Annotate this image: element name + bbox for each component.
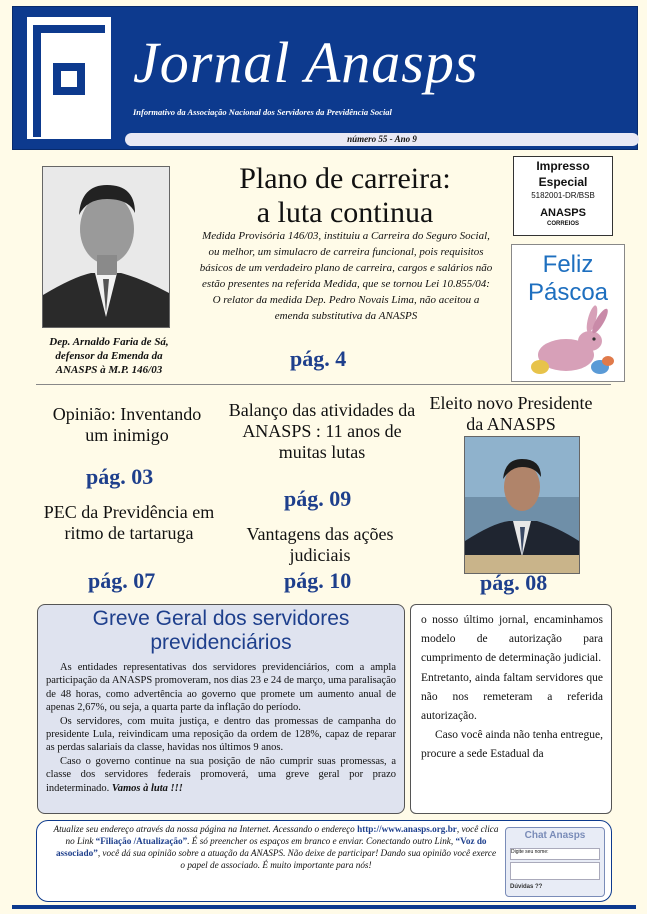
easter-line-1: Feliz — [542, 251, 594, 278]
greve-paragraph-1: As entidades representativas dos servidores previdenciários, com a ampla participação da ANASPS promoveram, nos dias 23 e 24 de março, uma paralisação de 48 horas, como advertência ao governo que promete um aumento anual de apenas 2,67%, ou seja, a quarta parte da inflação do período. — [46, 662, 396, 714]
greve-paragraph-2: Os servidores, com muita justiça, e dentro das promessas de campanha do presidente Lula, reivindicam uma reposição da ordem de 128%, capaz de reparar as perdas salariais da classe, havidas nos últimos 9 anos. — [46, 715, 396, 754]
page-ref-09[interactable]: pág. 09 — [284, 486, 352, 511]
postage-stamp — [513, 156, 613, 236]
divider — [36, 384, 611, 385]
chat-name-field[interactable] — [510, 848, 600, 860]
masthead — [12, 6, 638, 150]
footer-text-3: . É só preencher os espaços em branco e enviar. Conectando outro Link, — [187, 836, 454, 846]
footer-text-2: , você clica no Link — [65, 824, 499, 846]
main-headline — [190, 162, 500, 230]
headline-line-2: a luta continua — [256, 196, 434, 229]
page-ref-08[interactable]: pág. 08 — [480, 570, 548, 595]
chat-widget[interactable] — [505, 827, 605, 897]
greve-title: Greve Geral dos servidores previdenciários — [92, 607, 350, 654]
deputy-photo — [42, 166, 170, 328]
right-column-box — [410, 604, 612, 814]
greve-paragraph-3-text: Caso o governo continue na sua posição de não cumprir suas promessas, a classe dos servidores federais promoverá, uma greve geral por prazo indeterminado. — [46, 755, 396, 794]
stamp-line-2: Especial — [538, 175, 588, 189]
logo-square — [53, 63, 85, 95]
headline-line-1: Plano de carreira: — [239, 162, 451, 195]
issue-bar — [125, 133, 639, 146]
chat-field-label: Digite seu nome: — [511, 849, 549, 855]
chat-doubts[interactable]: Dúvidas ?? — [510, 884, 543, 890]
voz-do-associado-link[interactable]: “Voz do associado” — [55, 836, 487, 858]
journal-subtitle: Informativo da Associação Nacional dos Servidores da Previdência Social — [133, 107, 392, 117]
issue-number: número 55 - Ano 9 — [347, 134, 417, 144]
stamp-line-1: Impresso — [536, 159, 590, 173]
footer-box — [36, 820, 612, 902]
greve-body — [46, 661, 396, 795]
chat-title: Chat Anasps — [524, 830, 586, 841]
greve-box — [37, 604, 405, 814]
right-paragraph-3: Caso você ainda não tenha entregue, procure a sede Estadual da — [421, 729, 603, 761]
footer-text-4: , você dá sua opinião sobre a atuação da ANASPS. Não deixe de participar! Dando sua opinião você exerce o papel de associado. É muito importante para nós! — [97, 848, 497, 870]
page-ref-4[interactable]: pág. 4 — [290, 346, 347, 371]
filiacao-link[interactable]: “Filiação /Atualização” — [95, 836, 188, 846]
logo-square-inner — [61, 71, 77, 87]
stamp-line-4: ANASPS — [540, 207, 586, 219]
easter-greeting — [512, 251, 624, 307]
right-paragraph-2: Entretanto, ainda faltam servidores que não nos remeteram a referida autorização. — [421, 671, 603, 723]
stamp-line-5: CORREIOS — [546, 221, 579, 227]
page-ref-03[interactable]: pág. 03 — [86, 464, 154, 489]
section-vantagens: Vantagens das ações judiciais — [246, 524, 394, 565]
footer-text-1: Atualize seu endereço através da nossa página na Internet. Acessando o endereço — [53, 824, 355, 834]
photo-caption: Dep. Arnaldo Faria de Sá, defensor da Emenda da ANASPS à M.P. 146/03 — [49, 336, 169, 376]
page-ref-07[interactable]: pág. 07 — [88, 568, 156, 593]
chat-input[interactable] — [510, 862, 600, 880]
section-pec: PEC da Previdência em ritmo de tartaruga — [43, 502, 215, 543]
bottom-stripe — [12, 905, 636, 909]
page-ref-10[interactable]: pág. 10 — [284, 568, 352, 593]
easter-bunny-icon — [520, 305, 616, 377]
section-opiniao: Opinião: Inventando um inimigo — [52, 404, 202, 445]
lead-text: Medida Provisória 146/03, instituiu a Carreira do Seguro Social, ou melhor, um simulacro de carreira funcional, pois requisitos básicos de um verdadeiro plano de carreira, cargos e salários não estão presentes na referida Medida, que se tornou Lei 10.855/04: O relator da medida Dep. Pedro Novais Lima, não aceitou a emenda substitutiva da ANASPS — [199, 230, 493, 322]
easter-line-2: Páscoa — [527, 279, 609, 306]
footer-url-link[interactable]: http://www.anasps.org.br — [357, 824, 457, 834]
anasps-logo — [27, 17, 111, 139]
greve-paragraph-3 — [46, 755, 396, 795]
journal-title: Jornal Anasps — [133, 30, 479, 95]
right-column-text — [421, 611, 603, 765]
footer-text — [53, 823, 499, 871]
section-eleito: Eleito novo Presidente da ANASPS — [429, 393, 593, 434]
right-paragraph-1: o nosso último jornal, encaminhamos modelo de autorização para cumprimento de determinação judicial. — [421, 614, 603, 665]
stamp-line-3: 5182001-DR/BSB — [531, 191, 595, 200]
easter-box — [511, 244, 625, 382]
section-balanco: Balanço das atividades da ANASPS : 11 anos de muitas lutas — [228, 400, 416, 462]
greve-slogan: Vamos à luta !!! — [111, 782, 183, 794]
president-photo — [464, 436, 580, 574]
